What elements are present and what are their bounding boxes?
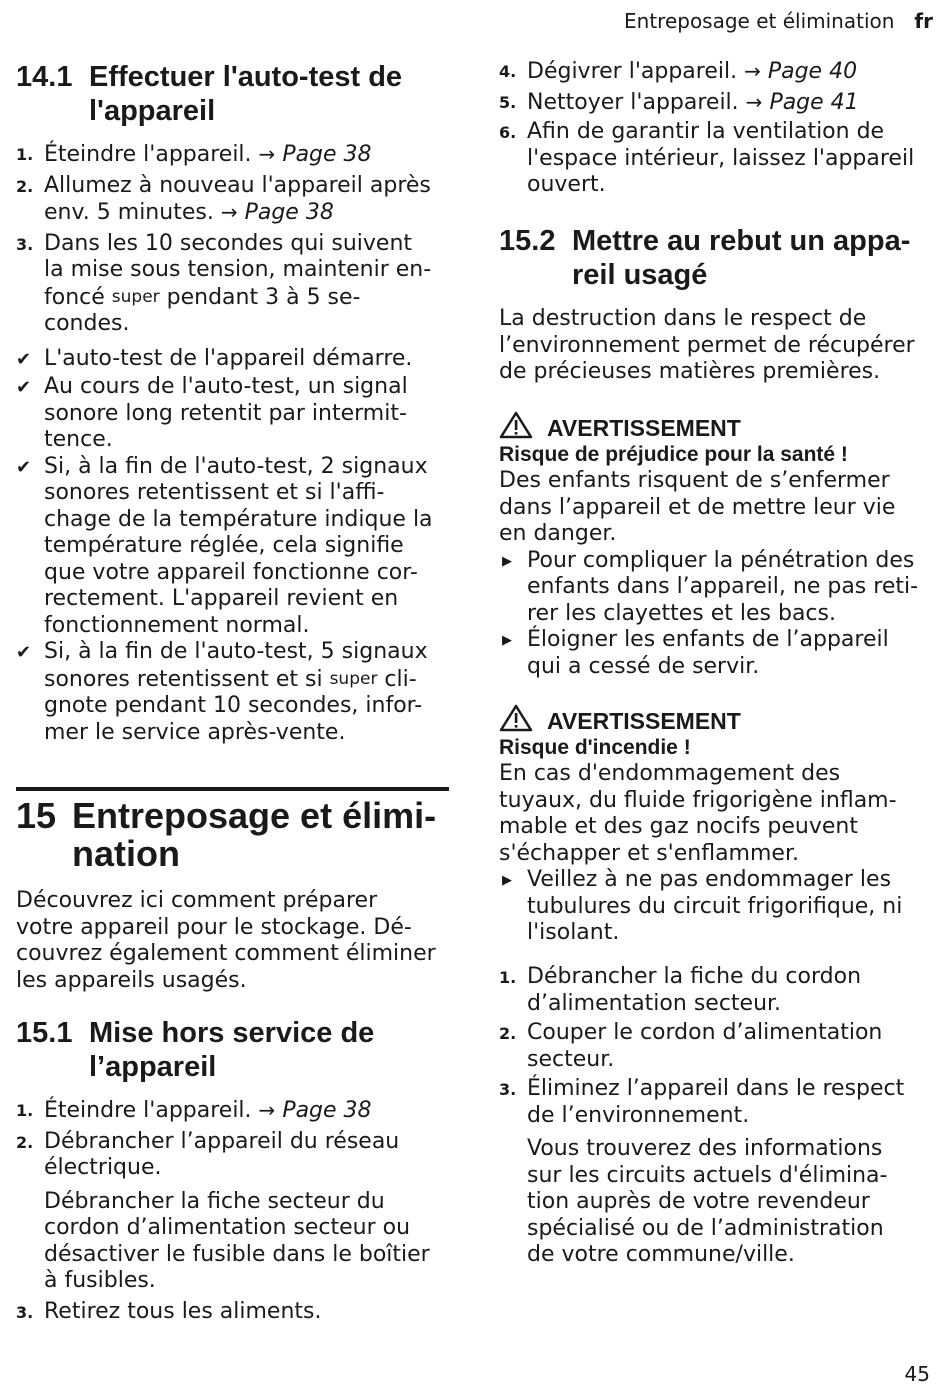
step-marker: 1. bbox=[16, 1101, 34, 1120]
list-item bbox=[16, 1299, 449, 1326]
heading-line: Effectuer l'auto-test de bbox=[89, 61, 403, 93]
heading-line: Entreposage et élimi- bbox=[72, 795, 437, 836]
heading-line: l'appareil bbox=[89, 95, 216, 127]
step-marker: 3. bbox=[16, 234, 34, 254]
step-marker: 3. bbox=[499, 1080, 517, 1099]
arrow-icon: → bbox=[744, 59, 761, 83]
section-number: 15 bbox=[16, 795, 57, 836]
result-line: Si, à la fin de l'auto-test, 2 signaux bbox=[44, 453, 428, 479]
warning-subtitle: Risque d'incendie ! bbox=[499, 736, 691, 759]
paragraph-line: couvrez également comment éliminer bbox=[16, 941, 436, 966]
arrow-icon: → bbox=[220, 200, 238, 224]
section-15-1-heading bbox=[16, 1016, 522, 1084]
step-marker: 4. bbox=[499, 62, 517, 81]
warning-triangle-icon bbox=[499, 411, 533, 439]
list-item bbox=[16, 1129, 449, 1295]
list-item bbox=[499, 119, 935, 199]
list-item bbox=[499, 1076, 935, 1269]
bullet-line: enfants dans l’appareil, ne pas reti- bbox=[527, 574, 919, 599]
check-icon: ✔ bbox=[16, 377, 32, 398]
note-line: à fusibles. bbox=[44, 1268, 156, 1293]
step-line: électrique. bbox=[44, 1155, 162, 1180]
step-line: Éliminez l’appareil dans le respect bbox=[527, 1076, 905, 1101]
step-line: la mise sous tension, maintenir en- bbox=[44, 257, 432, 282]
arrow-icon: → bbox=[258, 1098, 276, 1122]
section-number: 14.1 bbox=[16, 61, 73, 93]
step-line: Débrancher l’appareil du réseau bbox=[44, 1128, 400, 1154]
paragraph-line: dans l’appareil et de mettre leur vie bbox=[499, 494, 896, 520]
step-line: d’alimentation secteur. bbox=[527, 990, 782, 1016]
result-line: température réglée, cela signifie bbox=[44, 533, 404, 558]
step-line: de l’environnement. bbox=[527, 1102, 750, 1128]
warning-header bbox=[499, 411, 935, 442]
arrow-icon: → bbox=[258, 142, 276, 166]
paragraph-line: les appareils usagés. bbox=[16, 967, 247, 993]
bullet-line: rer les clayettes et les bacs. bbox=[527, 600, 836, 626]
section-15-1-steps bbox=[16, 1097, 449, 1325]
paragraph-line: En cas d'endommagement des bbox=[499, 761, 841, 786]
paragraph-line: La destruction dans le respect de bbox=[499, 306, 867, 331]
list-item bbox=[16, 141, 449, 169]
result-line: sonores retentissent et si super cli- bbox=[44, 666, 417, 692]
page-number: 45 bbox=[904, 1362, 930, 1386]
section-15-1-steps-continued bbox=[499, 58, 935, 199]
list-item bbox=[16, 231, 449, 338]
bullet-line: l'isolant. bbox=[527, 920, 620, 945]
paragraph-line: votre appareil pour le stockage. Dé- bbox=[16, 914, 412, 940]
step-line: Éteindre l'appareil. → Page 38 bbox=[44, 142, 372, 167]
paragraph-line: s'échapper et s'enflammer. bbox=[499, 840, 799, 866]
step-line: Couper le cordon d’alimentation bbox=[527, 1020, 883, 1045]
warning-box-health bbox=[499, 411, 935, 680]
warning-label: AVERTISSEMENT bbox=[547, 708, 741, 734]
section-15-heading bbox=[16, 797, 505, 873]
step-line: ouvert. bbox=[527, 172, 606, 197]
result-line: L'auto-test de l'appareil démarre. bbox=[44, 345, 413, 371]
step-line: env. 5 minutes. → Page 38 bbox=[44, 200, 334, 225]
result-item bbox=[16, 639, 449, 746]
step-line: Retirez tous les aliments. bbox=[44, 1298, 322, 1324]
step-marker: 2. bbox=[16, 176, 34, 196]
bullet-line: tubulures du circuit frigorifique, ni bbox=[527, 893, 903, 919]
step-line: secteur. bbox=[527, 1046, 615, 1072]
note-line: tion auprès de votre revendeur bbox=[527, 1189, 870, 1214]
step-note bbox=[44, 1189, 449, 1295]
running-header bbox=[624, 9, 933, 33]
result-item bbox=[16, 346, 449, 373]
heading-line: Mise hors service de bbox=[89, 1017, 375, 1049]
heading-line: nation bbox=[72, 833, 180, 874]
section-14-1-steps bbox=[16, 141, 449, 746]
step-line: foncé super pendant 3 à 5 se- bbox=[44, 284, 361, 310]
result-line: mer le service après-vente. bbox=[44, 719, 346, 745]
arrow-icon: → bbox=[745, 89, 763, 114]
page-link[interactable]: Page 38 bbox=[282, 142, 372, 167]
bullet-line: Éloigner les enfants de l’appareil bbox=[527, 627, 889, 652]
paragraph-line: l’environnement permet de récupérer bbox=[499, 332, 915, 358]
header-language: fr bbox=[914, 9, 933, 33]
note-line: sur les circuits actuels d'élimina- bbox=[527, 1162, 888, 1188]
paragraph-line: Des enfants risquent de s’enfermer bbox=[499, 468, 890, 493]
list-item bbox=[499, 58, 935, 86]
step-line: Dégivrer l'appareil. → Page 40 bbox=[527, 59, 858, 84]
bullet-line: qui a cessé de servir. bbox=[527, 653, 760, 679]
result-line: sonore long retentit par intermit- bbox=[44, 400, 407, 426]
step-marker: 5. bbox=[499, 92, 517, 112]
result-line: que votre appareil fonctionne cor- bbox=[44, 559, 418, 585]
result-line: Si, à la fin de l'auto-test, 5 signaux bbox=[44, 639, 428, 664]
result-line: sonores retentissent et si l'affi- bbox=[44, 480, 385, 505]
heading-line: Mettre au rebut un appa- bbox=[572, 225, 911, 257]
page-link[interactable]: Page 41 bbox=[769, 89, 859, 115]
page-link[interactable]: Page 38 bbox=[244, 200, 334, 225]
section-14-1-heading bbox=[16, 60, 522, 128]
step-marker: 2. bbox=[499, 1024, 517, 1043]
bullet-line: Veillez à ne pas endommager les bbox=[527, 867, 892, 892]
bullet-item bbox=[499, 548, 935, 628]
step-marker: 1. bbox=[16, 145, 34, 164]
step-line: Débrancher la fiche du cordon bbox=[527, 964, 862, 989]
list-item bbox=[499, 964, 935, 1017]
section-number: 15.1 bbox=[16, 1017, 73, 1049]
note-line: de votre commune/ville. bbox=[527, 1242, 795, 1267]
paragraph-line: de précieuses matières premières. bbox=[499, 359, 881, 384]
bullet-line: Pour compliquer la pénétration des bbox=[527, 547, 915, 573]
step-note bbox=[527, 1136, 935, 1269]
warning-text bbox=[499, 468, 935, 680]
paragraph-line: en danger. bbox=[499, 521, 617, 546]
step-marker: 2. bbox=[16, 1132, 34, 1152]
warning-triangle-icon bbox=[499, 704, 533, 732]
result-line: tence. bbox=[44, 427, 113, 452]
list-item bbox=[499, 89, 935, 117]
warning-text bbox=[499, 761, 935, 947]
check-icon: ✔ bbox=[16, 456, 32, 478]
warning-label: AVERTISSEMENT bbox=[547, 415, 741, 441]
note-line: spécialisé ou de l’administration bbox=[527, 1215, 884, 1241]
section-rule bbox=[16, 787, 449, 791]
result-line: chage de la température indique la bbox=[44, 506, 433, 532]
result-line: rectement. L'appareil revient en bbox=[44, 586, 399, 611]
section-15-intro bbox=[16, 888, 449, 994]
paragraph-line: tuyaux, du fluide frigorigène inflam- bbox=[499, 787, 897, 813]
note-line: cordon d’alimentation secteur ou bbox=[44, 1215, 411, 1240]
step-line: l'espace intérieur, laissez l'appareil bbox=[527, 145, 915, 171]
check-icon: ✔ bbox=[16, 348, 32, 370]
heading-line: l’appareil bbox=[89, 1051, 217, 1083]
super-button-label: super bbox=[329, 668, 378, 689]
step-line: condes. bbox=[44, 311, 130, 336]
bullet-item bbox=[499, 627, 935, 680]
step-line: Allumez à nouveau l'appareil après bbox=[44, 172, 431, 198]
result-line: Au cours de l'auto-test, un signal bbox=[44, 374, 408, 399]
step-marker: 3. bbox=[16, 1302, 34, 1322]
list-item bbox=[16, 1097, 449, 1125]
bullet-item bbox=[499, 867, 935, 947]
result-line: fonctionnement normal. bbox=[44, 612, 310, 638]
page-link[interactable]: Page 40 bbox=[767, 59, 858, 84]
page-link[interactable]: Page 38 bbox=[282, 1098, 372, 1123]
list-item bbox=[16, 173, 449, 227]
result-line: gnote pendant 10 secondes, infor- bbox=[44, 693, 423, 718]
heading-line: reil usagé bbox=[572, 259, 708, 291]
result-item bbox=[16, 454, 449, 640]
list-item bbox=[499, 1020, 935, 1073]
paragraph-line: Découvrez ici comment préparer bbox=[16, 888, 378, 913]
section-15-2-steps bbox=[499, 964, 935, 1269]
step-line: Éteindre l'appareil. → Page 38 bbox=[44, 1098, 372, 1123]
step-line: Afin de garantir la ventilation de bbox=[527, 119, 885, 144]
check-icon: ✔ bbox=[16, 642, 32, 663]
step-marker: 6. bbox=[499, 123, 517, 142]
note-line: Vous trouverez des informations bbox=[527, 1136, 883, 1161]
bullet-triangle-icon: ▶ bbox=[502, 873, 512, 888]
paragraph-line: mable et des gaz nocifs peuvent bbox=[499, 814, 858, 839]
note-line: Débrancher la fiche secteur du bbox=[44, 1188, 385, 1214]
note-line: désactiver le fusible dans le boîtier bbox=[44, 1241, 430, 1267]
warning-header bbox=[499, 704, 935, 735]
section-number: 15.2 bbox=[499, 225, 556, 257]
section-15-2-intro bbox=[499, 306, 935, 386]
bullet-triangle-icon: ▶ bbox=[502, 633, 512, 648]
section-15-2-heading bbox=[499, 224, 950, 292]
header-section-title: Entreposage et élimination bbox=[624, 9, 895, 33]
step-marker: 1. bbox=[499, 968, 517, 987]
super-button-label: super bbox=[111, 286, 160, 307]
result-item bbox=[16, 374, 449, 454]
step-line: Nettoyer l'appareil. → Page 41 bbox=[527, 89, 859, 115]
step-line: Dans les 10 secondes qui suivent bbox=[44, 230, 413, 256]
warning-subtitle: Risque de préjudice pour la santé ! bbox=[499, 443, 848, 466]
warning-box-fire bbox=[499, 704, 935, 947]
bullet-triangle-icon: ▶ bbox=[502, 553, 512, 569]
